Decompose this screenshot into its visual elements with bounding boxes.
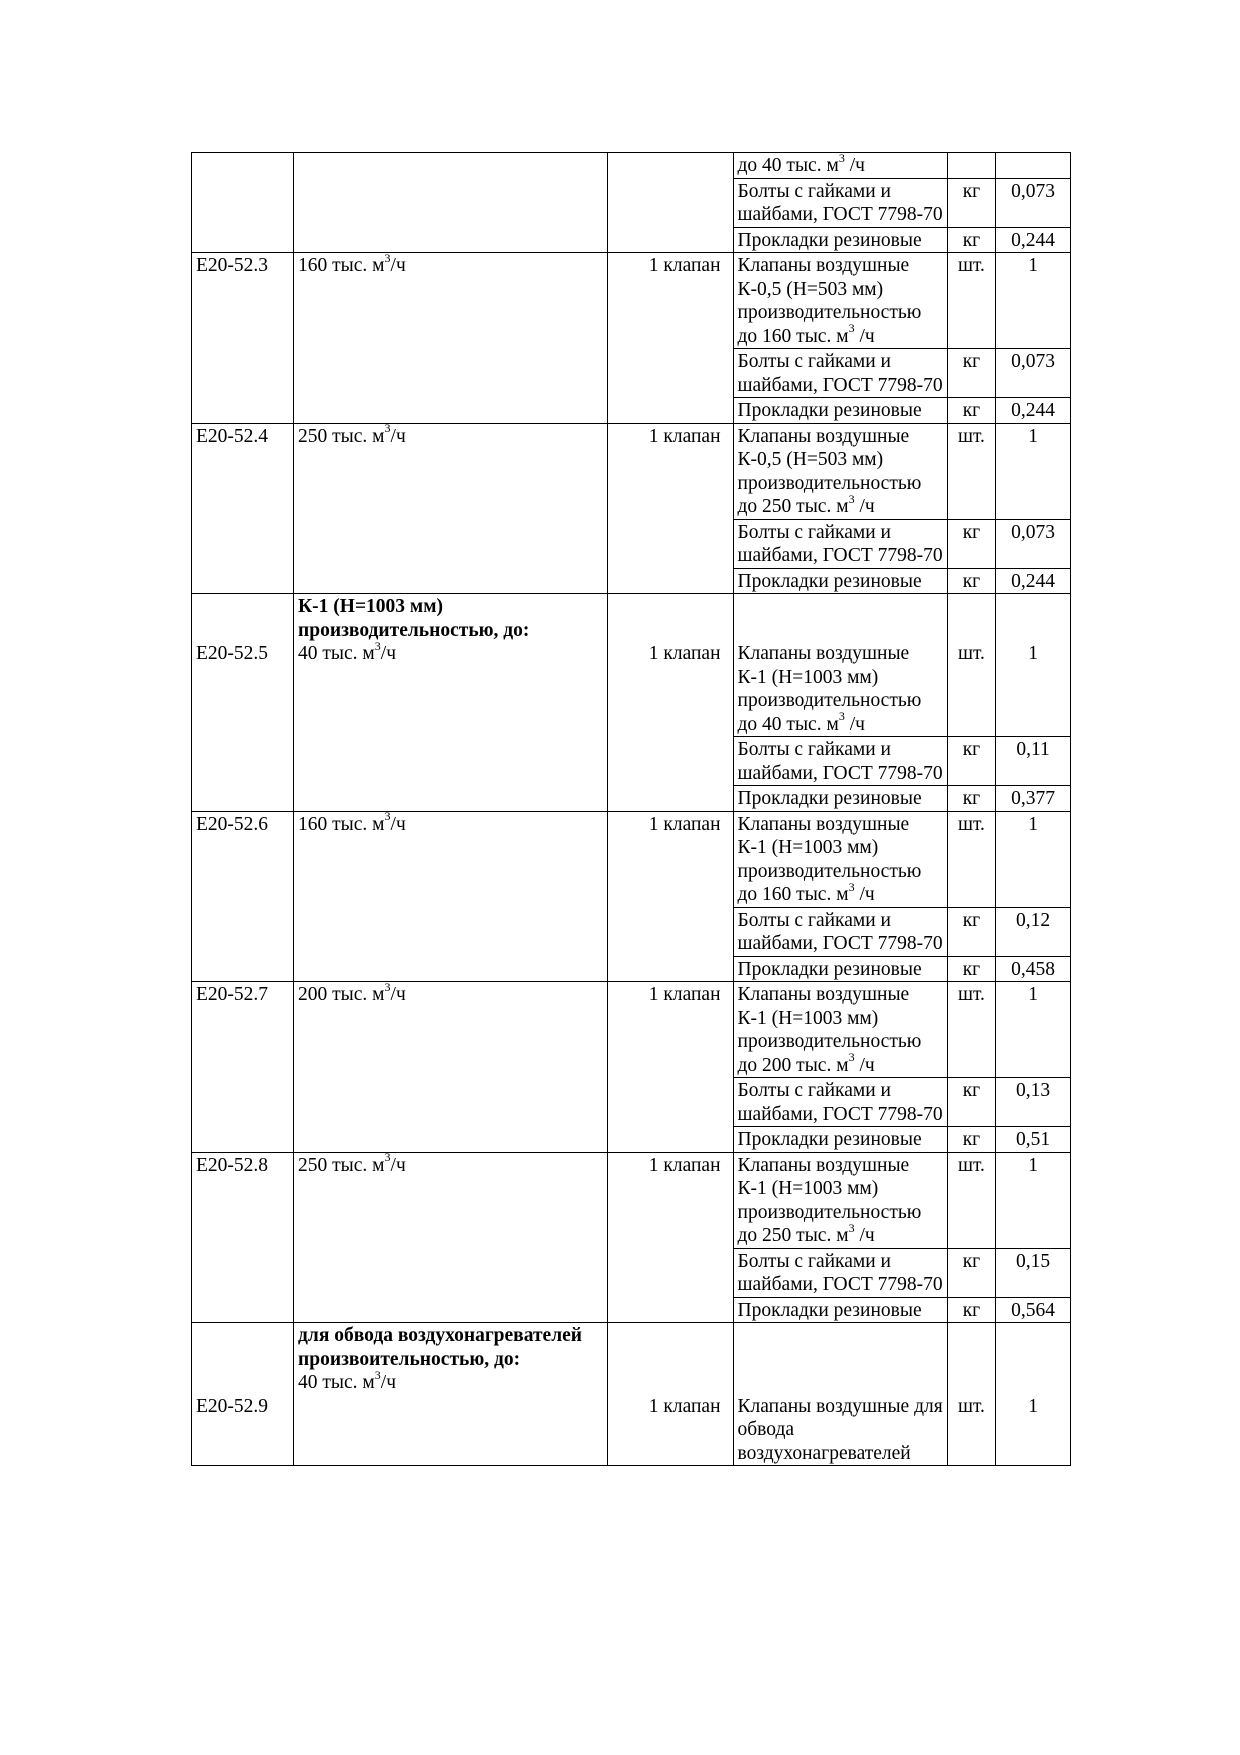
norm-cell: 1 [996,811,1071,907]
norm-value: 1 [1028,1395,1038,1417]
capacity-label: 40 тыс. $м^3/ч$ [298,638,397,664]
norm-cell: 1 [996,1152,1071,1248]
table-row [192,1078,1071,1127]
qty-cell [608,1323,733,1466]
name-cell [294,956,608,982]
norm-cell: 0,073 [996,178,1071,227]
name-cell: 250 тыс. $м^3/ч$ [294,423,608,519]
table-row [192,982,1071,1078]
name-cell [294,178,608,227]
norm-cell: 0,51 [996,1127,1071,1153]
unit-cell: кг [947,737,995,786]
norm-cell: 0,13 [996,1078,1071,1127]
norm-cell: 1 [996,423,1071,519]
name-cell [294,737,608,786]
code-cell: Е20-52.8 [192,1152,294,1248]
qty-cell [608,568,733,594]
norm-cell [996,153,1071,179]
name-cell [294,1323,608,1466]
unit-value: шт. [957,643,985,664]
material-cell: до 40 тыс. $м^3$ /ч [733,153,947,179]
unit-cell: шт. [947,811,995,907]
table-row [192,786,1071,812]
code-cell [192,153,294,179]
material-cell: Прокладки резиновые [733,956,947,982]
section-heading: К-1 (Н=1003 мм) производительностью, до: [298,596,530,641]
table-row [192,253,1071,349]
material-cell: Клапаны воздушные К-1 (Н=1003 мм) производительностью до 160 тыс. $м^3$ /ч [733,811,947,907]
qty-cell [608,398,733,424]
qty-value: 1 клапан [648,1395,721,1417]
qty-cell [608,519,733,568]
material-value: Клапаны воздушные для обвода воздухонагревателей [737,1395,943,1464]
qty-cell [608,1127,733,1153]
materials-table [191,152,1071,1466]
unit-cell: кг [947,956,995,982]
norm-cell: 0,458 [996,956,1071,982]
material-cell: Клапаны воздушные К-1 (Н=1003 мм) производительностью до 250 тыс. $м^3$ /ч [733,1152,947,1248]
code-cell [192,907,294,956]
qty-value: 1 клапан [648,643,721,664]
name-cell [294,153,608,179]
material-value: Клапаны воздушные К-1 (Н=1003 мм) производительностью до 40 тыс. $м^3$ /ч [737,643,922,735]
table-row [192,423,1071,519]
material-cell: Болты с гайками и шайбами, ГОСТ 7798-70 [733,178,947,227]
unit-cell: кг [947,398,995,424]
capacity-label: 40 тыс. $м^3/ч$ [298,1367,397,1393]
name-cell [294,1078,608,1127]
name-cell [294,594,608,737]
material-cell: Прокладки резиновые [733,227,947,253]
qty-cell [608,1078,733,1127]
unit-value: шт. [957,1395,985,1417]
norm-cell: 0,073 [996,349,1071,398]
norm-cell: 0,073 [996,519,1071,568]
code-cell [192,398,294,424]
table-row [192,956,1071,982]
material-cell [733,1323,947,1466]
code-cell [192,349,294,398]
norm-cell [996,1323,1071,1466]
qty-cell [608,153,733,179]
material-cell: Клапаны воздушные К-0,5 (Н=503 мм) производительностью до 160 тыс. $м^3$ /ч [733,253,947,349]
code-cell [192,519,294,568]
qty-cell [608,737,733,786]
material-cell: Болты с гайками и шайбами, ГОСТ 7798-70 [733,907,947,956]
name-cell [294,398,608,424]
table-row [192,907,1071,956]
qty-cell [608,178,733,227]
code-cell: Е20-52.4 [192,423,294,519]
qty-cell [608,907,733,956]
norm-cell: 1 [996,982,1071,1078]
name-cell: 160 тыс. $м^3/ч$ [294,253,608,349]
name-cell [294,519,608,568]
unit-cell: кг [947,786,995,812]
name-cell [294,907,608,956]
norm-cell: 0,244 [996,568,1071,594]
name-cell [294,1127,608,1153]
table-row [192,737,1071,786]
norm-cell: 0,244 [996,227,1071,253]
qty-cell: 1 клапан [608,1152,733,1248]
table-row [192,1127,1071,1153]
norm-cell: 0,244 [996,398,1071,424]
qty-cell: 1 клапан [608,811,733,907]
unit-cell: кг [947,349,995,398]
qty-cell [608,349,733,398]
code-value: Е20-52.9 [196,1395,269,1417]
code-cell [192,1127,294,1153]
table-row [192,153,1071,179]
code-cell [192,227,294,253]
unit-cell: кг [947,568,995,594]
table-row [192,1297,1071,1323]
material-cell: Прокладки резиновые [733,1297,947,1323]
material-cell: Прокладки резиновые [733,786,947,812]
qty-cell: 1 клапан [608,423,733,519]
table-row [192,398,1071,424]
table-row [192,1248,1071,1297]
norm-cell [996,594,1071,737]
table-row [192,519,1071,568]
name-cell: 250 тыс. $м^3/ч$ [294,1152,608,1248]
code-cell [192,568,294,594]
material-cell: Болты с гайками и шайбами, ГОСТ 7798-70 [733,1078,947,1127]
material-cell: Болты с гайками и шайбами, ГОСТ 7798-70 [733,519,947,568]
table-row [192,349,1071,398]
name-cell: 200 тыс. $м^3/ч$ [294,982,608,1078]
code-cell [192,1248,294,1297]
norm-cell: 0,12 [996,907,1071,956]
code-cell: Е20-52.6 [192,811,294,907]
name-cell [294,1297,608,1323]
table-row [192,227,1071,253]
unit-cell: кг [947,1248,995,1297]
table-row [192,1323,1071,1466]
table-row [192,811,1071,907]
norm-cell: 0,377 [996,786,1071,812]
qty-cell [608,1297,733,1323]
name-cell: 160 тыс. $м^3/ч$ [294,811,608,907]
name-cell [294,568,608,594]
unit-cell: шт. [947,253,995,349]
name-cell [294,1248,608,1297]
norm-cell: 0,15 [996,1248,1071,1297]
qty-cell: 1 клапан [608,982,733,1078]
unit-cell [947,1323,995,1466]
qty-cell [608,786,733,812]
code-cell: Е20-52.3 [192,253,294,349]
unit-cell: кг [947,907,995,956]
code-cell [192,178,294,227]
qty-cell [608,1248,733,1297]
code-cell: Е20-52.7 [192,982,294,1078]
unit-cell: кг [947,1078,995,1127]
unit-cell [947,594,995,737]
unit-cell: кг [947,227,995,253]
table-row [192,594,1071,737]
unit-cell: кг [947,178,995,227]
name-cell [294,786,608,812]
qty-cell [608,594,733,737]
norm-cell: 1 [996,253,1071,349]
material-cell: Прокладки резиновые [733,398,947,424]
table-row [192,568,1071,594]
unit-cell: кг [947,1127,995,1153]
material-cell: Болты с гайками и шайбами, ГОСТ 7798-70 [733,349,947,398]
norm-cell: 0,11 [996,737,1071,786]
qty-cell [608,227,733,253]
material-cell: Прокладки резиновые [733,568,947,594]
material-cell: Болты с гайками и шайбами, ГОСТ 7798-70 [733,737,947,786]
code-cell [192,956,294,982]
table-row [192,178,1071,227]
code-cell [192,1323,294,1466]
qty-cell: 1 клапан [608,253,733,349]
material-cell: Клапаны воздушные К-0,5 (Н=503 мм) производительностью до 250 тыс. $м^3$ /ч [733,423,947,519]
qty-cell [608,956,733,982]
material-cell: Болты с гайками и шайбами, ГОСТ 7798-70 [733,1248,947,1297]
norm-cell: 0,564 [996,1297,1071,1323]
unit-cell: кг [947,519,995,568]
unit-cell: шт. [947,1152,995,1248]
section-heading: для обвода воздухонагревателей произвоительностью, до: [298,1325,583,1370]
name-cell [294,227,608,253]
code-value: Е20-52.5 [196,643,269,664]
material-cell: Прокладки резиновые [733,1127,947,1153]
code-cell [192,786,294,812]
unit-cell: шт. [947,982,995,1078]
code-cell [192,1078,294,1127]
table-body [192,153,1071,1466]
material-cell: Клапаны воздушные К-1 (Н=1003 мм) производительностью до 200 тыс. $м^3$ /ч [733,982,947,1078]
code-cell [192,737,294,786]
code-cell [192,1297,294,1323]
unit-cell: кг [947,1297,995,1323]
norm-value: 1 [1028,643,1038,664]
unit-cell [947,153,995,179]
code-cell [192,594,294,737]
name-cell [294,349,608,398]
unit-cell: шт. [947,423,995,519]
material-cell [733,594,947,737]
table-row [192,1152,1071,1248]
